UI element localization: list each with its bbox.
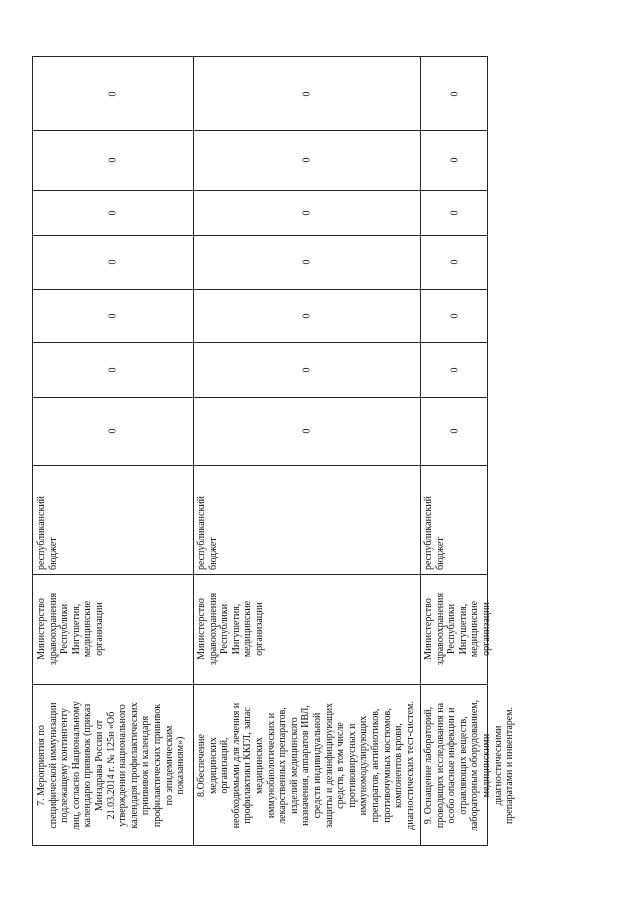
activity-cell — [193, 684, 420, 847]
value-cell: 0 — [449, 428, 460, 434]
activity-cell — [33, 684, 193, 847]
value-cell: 0 — [301, 91, 312, 96]
executor-cell — [193, 574, 420, 684]
value-cell: 0 — [449, 210, 460, 215]
column-divider — [33, 235, 487, 236]
value-cell: 0 — [301, 428, 312, 434]
value-cell: 0 — [449, 313, 460, 318]
funding-source-cell — [193, 465, 420, 574]
executor-text: Министерство здравоохранения Республики Ингушетия, медицинские организации — [196, 592, 265, 666]
value-cell: 0 — [449, 157, 460, 163]
column-divider — [33, 190, 487, 191]
executor-cell — [33, 574, 193, 684]
value-cell: 0 — [107, 157, 119, 163]
value-cell: 0 — [301, 157, 312, 163]
value-cell: 0 — [107, 210, 119, 215]
column-divider — [33, 397, 487, 398]
value-cell: 0 — [449, 259, 460, 265]
value-cell: 0 — [107, 91, 119, 96]
funding-source-text: республиканский бюджет — [196, 495, 219, 570]
executor-text: Министерство здравоохранения Республики Ингушетия, медицинские организации — [36, 592, 105, 666]
column-divider — [33, 342, 487, 343]
column-divider — [33, 289, 487, 290]
value-cell: 0 — [107, 367, 119, 372]
value-cell: 0 — [107, 313, 119, 318]
activity-text: 8.Обеспечение медицинских организаций, необходимыми для лечения и профилактики ККГЛ, запас медицинских иммунобиологических и лекарственных препаратов, изделий медицинского назначения, аппаратов ИВЛ, средств индивидуальной защиты и дезинфицирующих средств, в том числе противовирусных и иммуномодулирующих препаратов, антибиотиков, противочумных костюмов, компонентов крови, диагностических тест-систем. — [196, 701, 416, 830]
funding-source-text: республиканский бюджет — [36, 495, 59, 570]
column-divider — [33, 130, 487, 131]
value-cell: 0 — [449, 91, 460, 96]
value-cell: 0 — [301, 313, 312, 318]
activity-cell — [420, 684, 516, 847]
value-cell: 0 — [301, 210, 312, 215]
program-table — [32, 56, 516, 846]
executor-text: Министерство здравоохранения Республики Ингушетия, медицинские организации — [423, 592, 492, 666]
funding-source-cell — [33, 465, 193, 574]
funding-source-text: республиканский бюджет — [423, 495, 446, 570]
value-cell: 0 — [449, 367, 460, 372]
executor-cell — [420, 574, 492, 684]
value-cell: 0 — [107, 428, 119, 434]
value-cell: 0 — [107, 259, 119, 265]
activity-text: 7. Мероприятия по специфической иммунизации подлежащему контингенту лиц, согласно Национальному календарю прививок (приказ Минздрава России от 21.03.2014 г. № 125н «Об утверждении национального календаря профилактических приививок и календаря профилактических прививок по эпидемическим показаниям») — [36, 701, 187, 830]
activity-text: 9. Оснащение лабораторий, проводящих исследования на особо опасные инфекции и отравляющих веществ, лабораторным оборудованием, медицинскими диагностическими препаратами и инвентарем. — [423, 699, 516, 832]
value-cell: 0 — [301, 367, 312, 372]
value-cell: 0 — [301, 259, 312, 265]
funding-source-cell — [420, 465, 489, 574]
